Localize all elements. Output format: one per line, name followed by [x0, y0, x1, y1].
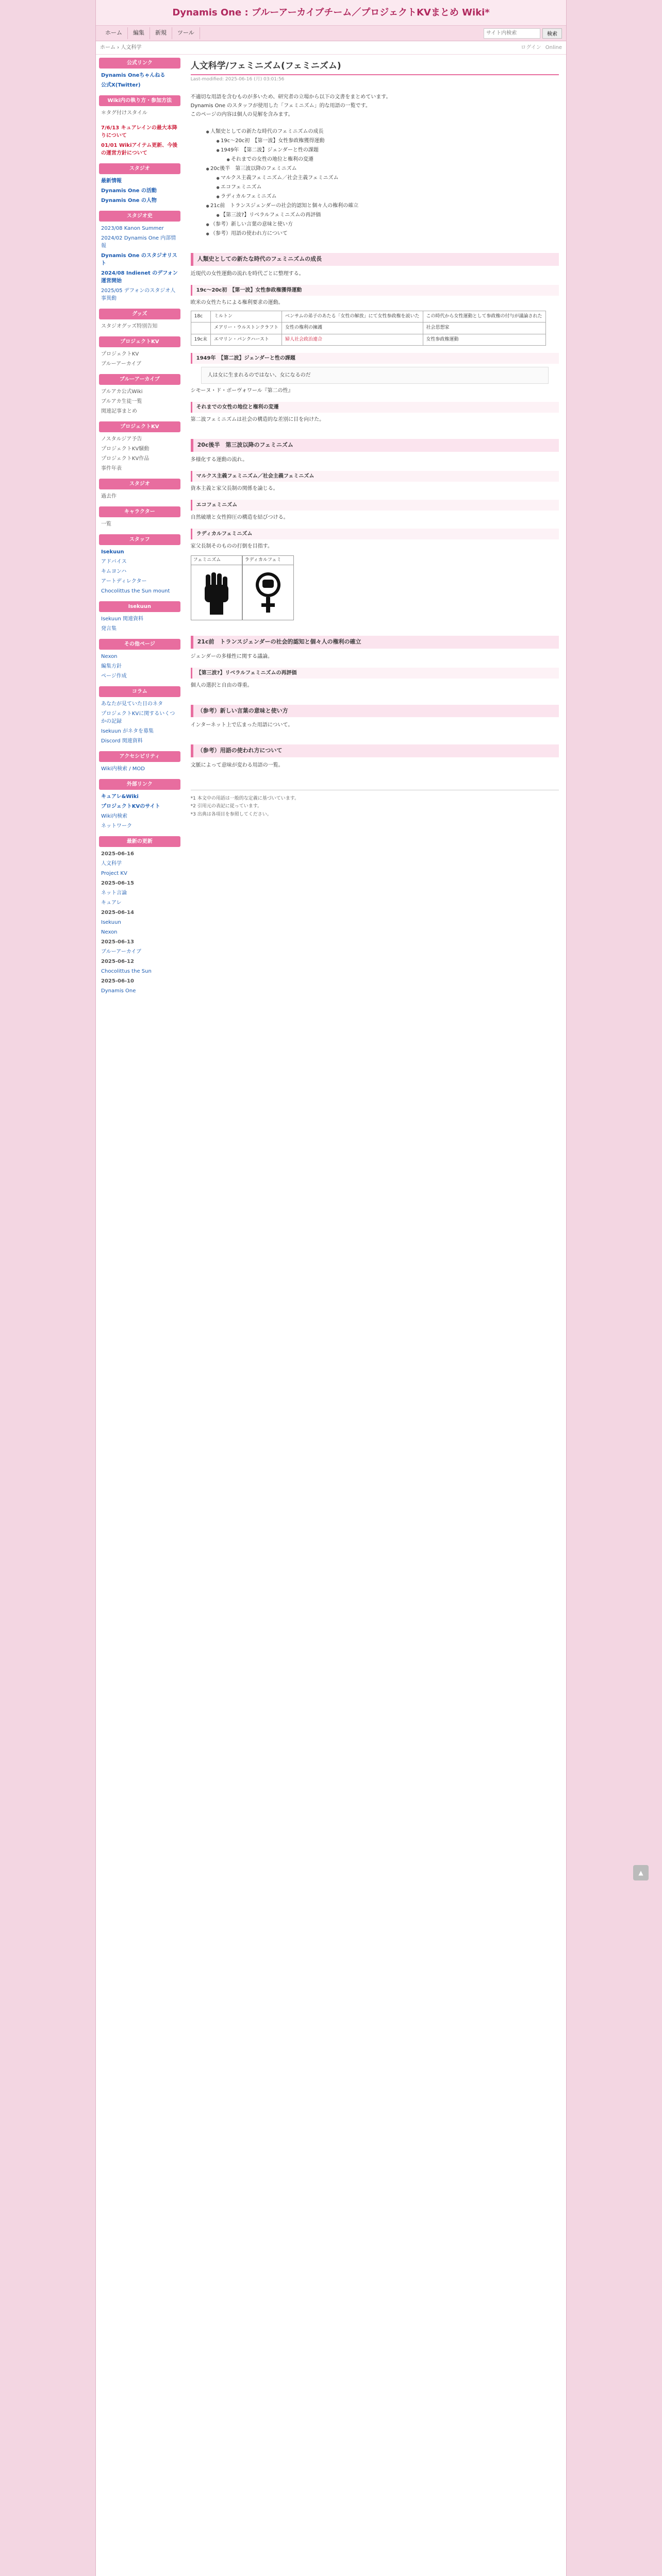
recent-date: 2025-06-14 — [101, 910, 134, 916]
breadcrumb: ホーム › 人文科学 ログイン Online — [96, 41, 566, 55]
subsection-heading: エコフェミニズム — [191, 500, 559, 511]
section-text: インターネット上で広まった用語について。 — [190, 722, 293, 728]
sidebar-other — [99, 639, 180, 681]
table-cell: メアリー・ウルストンクラフト — [211, 323, 282, 334]
sidebar-item[interactable]: 一覧 — [101, 521, 111, 527]
sidebar-heading: スタジオ — [99, 479, 180, 489]
sidebar-heading: プロジェクトKV — [99, 421, 180, 432]
section-text: ジェンダーの多様性に関する議論。 — [190, 653, 273, 659]
section-text: 第二波フェミニズムは社会の構造的な差別に目を向けた。 — [190, 417, 325, 422]
table-cell: ミルトン — [211, 311, 282, 323]
sidebar-studio2 — [99, 479, 180, 501]
page-container — [95, 0, 567, 2576]
recent-date: 2025-06-13 — [101, 939, 134, 945]
sidebar-item[interactable]: ブルーアーカイブ — [101, 361, 141, 367]
sidebar-item[interactable]: Dynamis Oneちゃんねる — [101, 73, 166, 78]
crumb-page[interactable]: 人文科学 — [121, 45, 142, 50]
toc-item[interactable]: ● 19c〜20c初 【第一波】女性参政権獲得運動 — [206, 137, 559, 145]
sidebar-heading: 公式リンク — [99, 58, 180, 69]
sidebar-heading: アクセシビリティ — [99, 751, 180, 762]
sidebar-item[interactable]: 最新情報 — [101, 178, 122, 184]
sidebar-item[interactable]: スタジオグッズ特別告知 — [101, 324, 158, 329]
subsection-heading: それまでの女性の地位と権利の変遷 — [191, 402, 559, 413]
table-cell: 女性参政権運動 — [423, 334, 545, 346]
sidebar-heading: Isekuun — [99, 601, 180, 612]
section-text: 近現代の女性運動の流れを時代ごとに整理する。 — [190, 270, 304, 277]
section-text: 家父長制そのものの打倒を目指す。 — [190, 543, 273, 549]
section-text: シモーヌ・ド・ボーヴォワール『第二の性』 — [190, 388, 293, 394]
footnote: *2 引用元の表記に従っています。 — [190, 804, 262, 809]
sidebar-item[interactable]: キムヨンハ — [101, 569, 127, 574]
toc-item[interactable]: ● （参考）新しい言葉の意味と使い方 — [206, 221, 559, 228]
sidebar-item[interactable]: あなたが見ていた日のネタ — [101, 701, 163, 707]
recent-date: 2025-06-15 — [101, 880, 134, 886]
sidebar-item[interactable]: Dynamis One の人物 — [101, 198, 157, 204]
section-heading: 21c前 トランスジェンダーの社会的認知と個々人の権利の確立 — [191, 636, 559, 649]
footnote: *1 本文中の用語は一般的な定義に基づいています。 — [190, 795, 300, 801]
table-cell: この時代から女性運動として参政権の付与が議論された — [423, 311, 545, 323]
table-cell: 18c — [191, 311, 210, 323]
table-cell — [191, 323, 210, 334]
sidebar-heading: その他ページ — [99, 639, 180, 650]
recent-date: 2025-06-16 — [101, 851, 134, 857]
table-row — [191, 323, 545, 334]
sidebar-heading: 外部リンク — [99, 779, 180, 790]
toc-item[interactable]: ● 21c前 トランスジェンダーの社会的認知と個々人の権利の確立 — [206, 202, 559, 210]
table-cell: ベンサムの弟子のあたる「女性の解放」にて女性参政権を説いた — [282, 311, 423, 323]
sidebar-item[interactable]: ブルアカ公式Wiki — [101, 389, 143, 395]
sidebar-external — [99, 779, 180, 831]
sidebar-characters — [99, 506, 180, 529]
main-content — [184, 55, 566, 1004]
sidebar-studio-history — [99, 211, 180, 303]
sidebar-studio — [99, 163, 180, 206]
sidebar-heading: キャラクター — [99, 506, 180, 517]
sidebar-item[interactable]: Discord 関連資料 — [101, 738, 143, 744]
recent-item[interactable]: Dynamis One — [101, 988, 136, 994]
sidebar-item[interactable]: Dynamis One のスタジオリスト — [101, 253, 177, 266]
table-of-contents — [206, 128, 559, 238]
online-status: Online — [545, 45, 562, 50]
nav-new[interactable]: 新規 — [150, 27, 172, 39]
recent-item[interactable]: Project KV — [101, 871, 127, 876]
sidebar-item[interactable]: プロジェクトKV騒動 — [101, 446, 150, 452]
table-cell: 女性の権利の擁護 — [282, 323, 423, 334]
sidebar-item[interactable]: 関連記事まとめ — [101, 409, 137, 414]
sidebar-kv — [99, 336, 180, 369]
toc-item[interactable]: ● 1949年 【第二波】ジェンダーと性の課題 — [206, 146, 559, 154]
sidebar-wiki-guide — [99, 95, 180, 118]
raised-fist-icon — [198, 569, 235, 616]
sidebar-heading: コラム — [99, 686, 180, 697]
sidebar-notices — [99, 123, 180, 158]
sidebar-item[interactable]: 編集方針 — [101, 664, 122, 669]
subsection-heading: 1949年 【第二波】ジェンダーと性の課題 — [191, 353, 559, 364]
section-text: 文脈によって意味が変わる用語の一覧。 — [190, 762, 284, 768]
sidebar-item[interactable]: Nexon — [101, 654, 118, 659]
section-text: 個人の選択と自由の尊重。 — [190, 682, 253, 688]
login-link[interactable]: ログイン — [521, 45, 541, 50]
sidebar-accessibility — [99, 751, 180, 774]
fist-symbol-card — [191, 555, 242, 621]
table-row — [191, 334, 545, 346]
recent-item[interactable]: 人文科学 — [101, 861, 122, 867]
toc-item[interactable]: ● 20c後半 第三波以降のフェミニズム — [206, 165, 559, 173]
footnotes — [191, 790, 559, 819]
sidebar-heading: Wiki内の執り方・参加方法 — [99, 95, 180, 106]
sidebar-column — [99, 686, 180, 746]
symbol-label: ラディカルフェミ — [243, 556, 293, 566]
section-heading: （参考）新しい言葉の意味と使い方 — [191, 705, 559, 718]
nav-home[interactable]: ホーム — [100, 27, 128, 39]
sidebar — [96, 55, 184, 1004]
recent-item[interactable]: キュアレ — [101, 900, 122, 906]
toc-item[interactable]: ● エコフェミニズム — [206, 183, 559, 191]
lead-text: 不適切な用語を含むものが多いため、研究者の立場から以下の文書をまとめています。 — [190, 94, 391, 100]
section-text: 自然破壊と女性抑圧の構造を結びつける。 — [190, 514, 289, 520]
subsection-heading: 【第三波?】リベラルフェミニズムの再評価 — [191, 668, 559, 679]
sidebar-item[interactable]: キュアレ&Wiki — [101, 794, 139, 800]
recent-item[interactable]: Chocolittus the Sun — [101, 969, 152, 974]
recent-date: 2025-06-10 — [101, 978, 134, 984]
crumb-home[interactable]: ホーム — [100, 45, 115, 50]
sidebar-heading: グッズ — [99, 309, 180, 319]
sidebar-item[interactable]: Wiki内検索 / MOD — [101, 766, 145, 772]
subsection-heading: 19c〜20c初 【第一波】女性参政権獲得運動 — [191, 285, 559, 296]
recent-item[interactable]: ネット言論 — [101, 890, 127, 896]
symbol-label: フェミニズム — [191, 556, 242, 566]
recent-item[interactable]: ブルーアーカイブ — [101, 949, 141, 955]
sidebar-isekuun — [99, 601, 180, 634]
sidebar-item[interactable]: Isekuun — [101, 549, 124, 555]
section-text: 多様化する運動の流れ。 — [190, 456, 248, 463]
toc-item[interactable]: ● ラディカルフェミニズム — [206, 193, 559, 200]
footnote: *3 出典は各項目を参照してください。 — [190, 811, 272, 817]
subsection-heading: マルクス主義フェミニズム／社会主義フェミニズム — [191, 471, 559, 482]
recent-item[interactable]: Isekuun — [101, 920, 121, 925]
section-heading: （参考）用語の使われ方について — [191, 744, 559, 757]
table-cell: 19c末 — [191, 334, 210, 346]
sidebar-kv2 — [99, 421, 180, 473]
sidebar-heading: プロジェクトKV — [99, 336, 180, 347]
sidebar-heading: ブルーアーカイブ — [99, 374, 180, 385]
section-heading: 20c後半 第三波以降のフェミニズム — [191, 439, 559, 452]
sidebar-item[interactable]: Wiki内検索 — [101, 814, 128, 819]
sidebar-item[interactable]: プロジェクトKV — [101, 351, 139, 357]
sidebar-item[interactable]: プロジェクトKVのサイト — [101, 804, 160, 809]
toc-item[interactable]: ● 【第三波?】リベラルフェミニズムの再評価 — [206, 211, 559, 219]
sidebar-item[interactable]: 公式X(Twitter) — [101, 82, 141, 88]
sidebar-heading: スタジオ — [99, 163, 180, 174]
sidebar-heading: スタッフ — [99, 534, 180, 545]
section-text: 欧米の女性たちによる権利要求の運動。 — [190, 299, 284, 306]
sidebar-item[interactable]: ノスタルジア予告 — [101, 436, 142, 442]
sidebar-notice[interactable]: 7/6/13 キュアレインの最大本降りについて — [101, 125, 177, 139]
sidebar-item[interactable]: 2024/08 Indienet のデフォン運営開始 — [101, 270, 178, 284]
section-heading: 人類史としての新たな時代のフェミニズムの成長 — [191, 253, 559, 266]
table-row — [191, 311, 545, 323]
sidebar-item[interactable]: ＊タグ付けスタイル — [101, 110, 147, 116]
table-cell: 社会思想家 — [423, 323, 545, 334]
sidebar-item[interactable]: 2025/05 デフォンのスタジオ人事異動 — [101, 288, 176, 301]
sidebar-heading: 最新の更新 — [99, 836, 180, 847]
sidebar-item[interactable]: Dynamis One の活動 — [101, 188, 157, 194]
sidebar-heading: スタジオ史 — [99, 211, 180, 222]
sidebar-item[interactable]: プロジェクトKVに関するいくつかの記録 — [101, 711, 175, 724]
toc-item[interactable]: ● それまでの女性の地位と権利の変遷 — [206, 156, 559, 163]
sidebar-item[interactable]: 事件年表 — [101, 466, 122, 471]
sidebar-item[interactable]: Chocolittus the Sun mount — [101, 588, 170, 594]
sidebar-item[interactable]: ネットワーク — [101, 823, 132, 829]
search-input[interactable] — [484, 28, 540, 39]
sidebar-staff — [99, 534, 180, 596]
sidebar-official-links — [99, 58, 180, 90]
toc-item[interactable]: ● 人類史としての新たな時代のフェミニズムの成長 — [206, 128, 559, 135]
site-header — [96, 0, 566, 26]
nav-edit[interactable]: 編集 — [128, 27, 150, 39]
sidebar-item[interactable]: 発言集 — [101, 626, 117, 632]
page-title: 人文科学/フェミニズム(フェミニズム) — [191, 60, 559, 75]
recent-date: 2025-06-12 — [101, 959, 134, 964]
sidebar-goods — [99, 309, 180, 331]
search-button[interactable]: 検索 — [542, 28, 562, 39]
quote-block: 人は女に生まれるのではない、女になるのだ — [201, 367, 549, 384]
sidebar-item[interactable]: アドバイス — [101, 559, 127, 565]
sidebar-item[interactable]: 過去作 — [101, 494, 117, 499]
symbol-table — [191, 555, 559, 621]
search-box — [484, 28, 562, 39]
sidebar-recent — [99, 836, 180, 996]
table-cell: エマリン・パンクハースト — [211, 334, 282, 346]
top-nav — [96, 26, 566, 41]
sidebar-bluearchive — [99, 374, 180, 416]
sidebar-item[interactable]: ページ作成 — [101, 673, 127, 679]
history-table — [191, 311, 546, 346]
sidebar-item[interactable]: プロジェクトKV作品 — [101, 456, 150, 462]
nav-tools[interactable]: ツール — [172, 27, 200, 39]
sidebar-item[interactable]: 2024/02 Dynamis One 内部情報 — [101, 235, 176, 249]
sidebar-item[interactable]: Isekuun がネタを募集 — [101, 728, 154, 734]
venus-fist-icon — [250, 569, 286, 616]
sidebar-item[interactable]: ブルアカ生徒一覧 — [101, 399, 142, 404]
section-text: 資本主義と家父長制の関係を論じる。 — [190, 485, 278, 492]
subsection-heading: ラディカルフェミニズム — [191, 529, 559, 539]
sidebar-item[interactable]: Isekuun 関連資料 — [101, 616, 143, 622]
lead-text: このページの内容は個人の見解を含みます。 — [190, 112, 293, 117]
venus-fist-symbol-card — [242, 555, 294, 621]
sidebar-notice[interactable]: 01/01 Wikiアイテム更新、今後の運営方針について — [101, 143, 178, 156]
site-title[interactable]: Dynamis One : ブルーアーカイブチーム／プロジェクトKVまとめ Wiki* — [172, 7, 490, 18]
sidebar-item[interactable]: アートディレクター — [101, 579, 147, 584]
lead-text: Dynamis One のスタッフが使用した「フェミニズム」的な用語の一覧です。 — [190, 103, 371, 109]
recent-item[interactable]: Nexon — [101, 929, 118, 935]
toc-item[interactable]: ● （参考）用語の使われ方について — [206, 230, 559, 238]
toc-item[interactable]: ● マルクス主義フェミニズム／社会主義フェミニズム — [206, 174, 559, 182]
last-modified: Last-modified: 2025-06-16 (月) 03:01:56 — [190, 76, 285, 82]
page-top-button[interactable]: ▲ — [633, 1865, 649, 1880]
sidebar-item[interactable]: 2023/08 Kanon Summer — [101, 226, 164, 231]
table-cell: 婦人社会政治連合 — [282, 334, 423, 346]
